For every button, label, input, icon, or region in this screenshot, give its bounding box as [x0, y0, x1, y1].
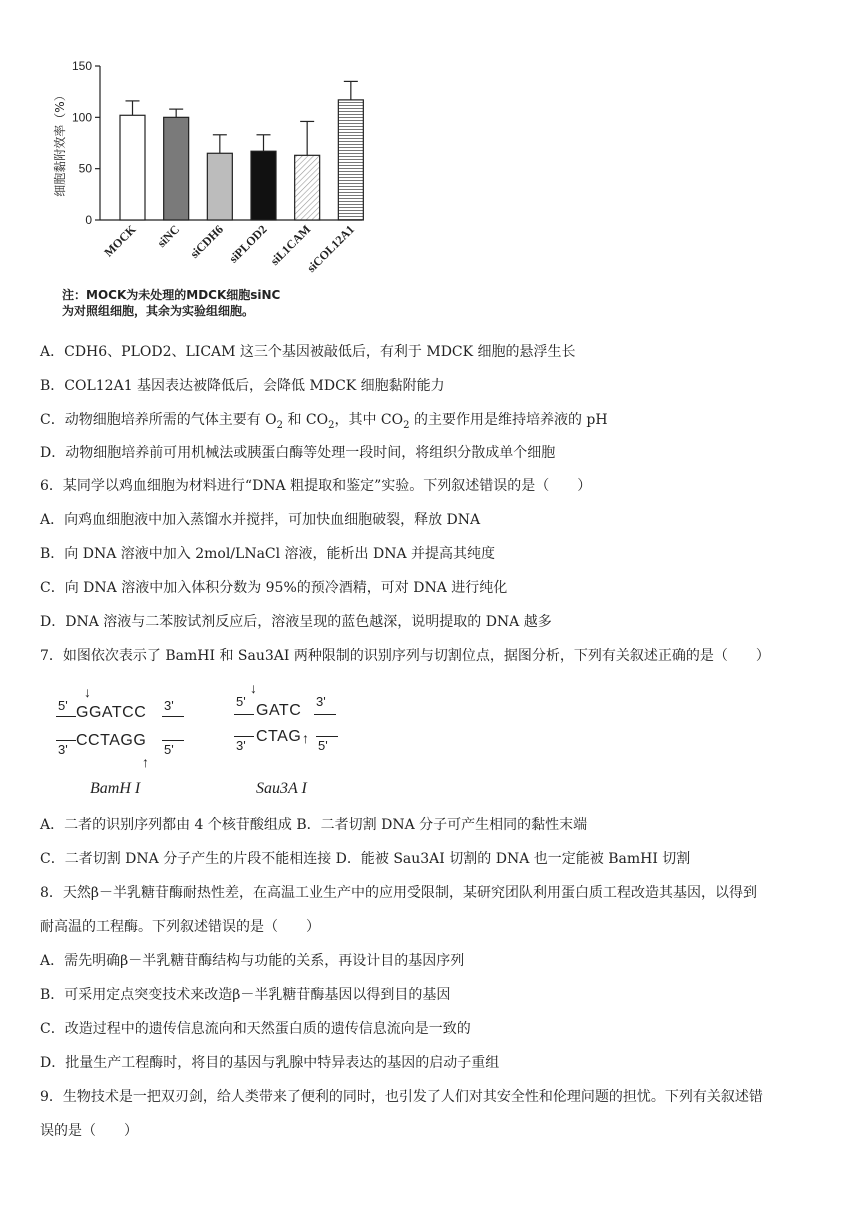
q5-c-part3: ，其中 CO	[334, 412, 404, 428]
bar-sil1cam	[295, 155, 320, 220]
sau-bottom-5-end: 5'	[318, 738, 328, 753]
x-tick-label: MOCK	[101, 222, 139, 260]
bam-top-3-end: 3'	[164, 698, 174, 713]
q5-c-part4: 的主要作用是维持培养液的 pH	[409, 412, 608, 428]
bam-bottom-sequence: CCTAGG	[76, 732, 147, 749]
y-tick-label: 50	[78, 161, 92, 176]
y-tick-label: 150	[71, 59, 92, 73]
q8-option-c: C．改造过程中的遗传信息流向和天然蛋白质的遗传信息流向是一致的	[40, 1021, 471, 1037]
bar-sicol12a1	[338, 100, 363, 220]
sau3ai-label: Sau3A I	[256, 780, 307, 797]
sau-top-5-end: 5'	[236, 694, 246, 709]
q5-c-part1: C．动物细胞培养所需的气体主要有 O	[40, 412, 277, 428]
q7-options-cd: C．二者切割 DNA 分子产生的片段不能相连接 D．能被 Sau3AI 切割的 DNA 也一定能被 BamHI 切割	[40, 851, 691, 867]
bam-top-sequence: GGATCC	[76, 704, 147, 721]
y-axis-label: 细胞黏附效率（%）	[53, 89, 67, 197]
sau-top-cut-arrow: ↓	[250, 680, 257, 696]
chart-note	[62, 287, 382, 319]
q9-stem-line2: 误的是（ ）	[40, 1123, 138, 1139]
q5-option-d: D．动物细胞培养前可用机械法或胰蛋白酶等处理一段时间，将组织分散成单个细胞	[40, 445, 556, 461]
note-line-2: 为对照组细胞，其余为实验组细胞。	[62, 304, 255, 318]
q6-option-c: C．向 DNA 溶液中加入体积分数为 95%的预冷酒精，可对 DNA 进行纯化	[40, 580, 508, 596]
sau-bottom-3-end: 3'	[236, 738, 246, 753]
bamhi-label: BamH I	[90, 780, 141, 797]
sau-bottom-cut-arrow: ↑	[302, 730, 309, 746]
bam-bottom-cut-arrow: ↑	[142, 754, 149, 770]
q5-c-sub1: 2	[276, 419, 284, 431]
restriction-site-figure	[50, 680, 370, 810]
bam-top-right-line	[162, 716, 184, 717]
q8-stem-line2: 耐高温的工程酶。下列叙述错误的是（ ）	[40, 919, 320, 935]
bam-top-5-end: 5'	[58, 698, 68, 713]
x-tick-label: siNC	[154, 222, 183, 251]
sau-top-right-line	[314, 714, 336, 715]
sau-top-sequence: GATC	[256, 702, 302, 719]
bar-mock	[120, 115, 145, 220]
q5-c-sub3: 2	[403, 419, 410, 431]
q7-options-ab: A．二者的识别序列都由 4 个核苷酸组成 B．二者切割 DNA 分子可产生相同的黏性末端	[40, 817, 588, 833]
bar-chart	[40, 50, 380, 320]
q5-c-sub2: 2	[328, 419, 335, 431]
bar-siplod2	[251, 151, 276, 220]
q5-option-a: A．CDH6、PLOD2、LICAM 这三个基因被敲低后，有利于 MDCK 细胞的悬浮生长	[40, 344, 576, 360]
bam-bottom-5-end: 5'	[164, 742, 174, 757]
sau-bottom-sequence: CTAG	[256, 728, 302, 745]
y-tick-label: 100	[71, 110, 92, 125]
q7-stem: 7．如图依次表示了 BamHI 和 Sau3AI 两种限制的识别序列与切割位点，据图分析，下列有关叙述正确的是（ ）	[40, 648, 770, 664]
x-tick-label: siCDH6	[187, 222, 226, 261]
sau-top-left-line	[234, 714, 254, 715]
q5-option-c	[40, 410, 608, 436]
q9-stem-line1: 9．生物技术是一把双刃剑，给人类带来了便利的同时，也引发了人们对其安全性和伦理问题的担忧。下列有关叙述错	[40, 1089, 763, 1105]
bar-sicdh6	[207, 153, 232, 220]
q8-option-d: D．批量生产工程酶时，将目的基因与乳腺中特异表达的基因的启动子重组	[40, 1055, 500, 1071]
q8-option-a: A．需先明确β－半乳糖苷酶结构与功能的关系，再设计目的基因序列	[40, 953, 465, 969]
q8-option-b: B．可采用定点突变技术来改造β－半乳糖苷酶基因以得到目的基因	[40, 987, 451, 1003]
note-line-1: 注：MOCK为未处理的MDCK细胞siNC	[62, 288, 281, 302]
chart-svg	[40, 50, 380, 320]
bam-top-cut-arrow: ↓	[84, 684, 91, 700]
q6-option-a: A．向鸡血细胞液中加入蒸馏水并搅拌，可加快血细胞破裂，释放 DNA	[40, 512, 481, 528]
q5-option-b: B．COL12A1 基因表达被降低后，会降低 MDCK 细胞黏附能力	[40, 378, 445, 394]
x-tick-label: siL1CAM	[267, 222, 314, 268]
y-tick-label: 0	[85, 213, 92, 227]
q5-c-part2: 和 CO	[283, 412, 329, 428]
q6-option-b: B．向 DNA 溶液中加入 2mol/LNaCl 溶液，能析出 DNA 并提高其纯度	[40, 546, 496, 562]
x-tick-label: siCOL12A1	[304, 222, 357, 276]
bar-sinc	[164, 117, 189, 220]
bam-bottom-left-line	[56, 740, 76, 741]
q6-option-d: D．DNA 溶液与二苯胺试剂反应后，溶液呈现的蓝色越深，说明提取的 DNA 越多	[40, 614, 552, 630]
q6-stem: 6．某同学以鸡血细胞为材料进行“DNA 粗提取和鉴定”实验。下列叙述错误的是（ ）	[40, 478, 592, 494]
x-tick-label: siPLOD2	[226, 222, 270, 266]
q8-stem-line1: 8．天然β－半乳糖苷酶耐热性差，在高温工业生产中的应用受限制，某研究团队利用蛋白质工程改造其基因，以得到	[40, 885, 757, 901]
sau-bottom-right-line	[316, 736, 338, 737]
sau-top-3-end: 3'	[316, 694, 326, 709]
bam-bottom-3-end: 3'	[58, 742, 68, 757]
sau-bottom-left-line	[234, 736, 254, 737]
bam-bottom-right-line	[162, 740, 184, 741]
bam-top-left-line	[56, 716, 76, 717]
